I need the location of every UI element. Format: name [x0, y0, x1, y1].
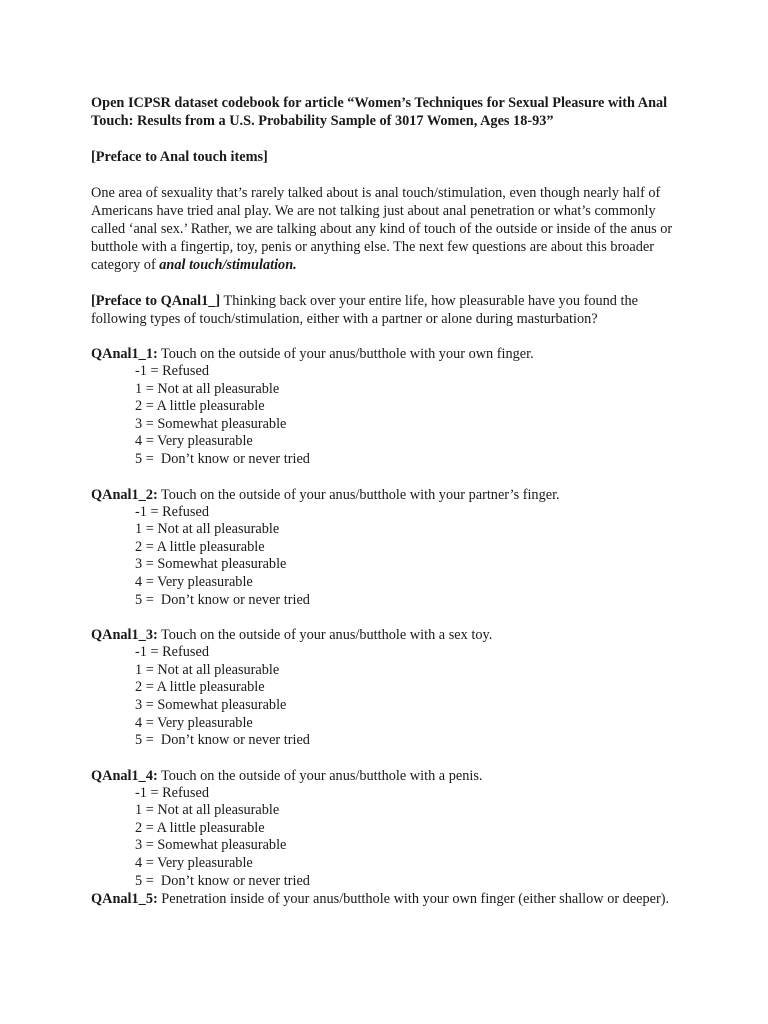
question-text: Penetration inside of your anus/butthole with your own finger (either shallow or deeper).	[157, 891, 670, 908]
response-option: 3 = Somewhat pleasurable	[135, 696, 287, 713]
question-qanal1-2	[91, 486, 686, 610]
question-label: QAnal1_5:	[91, 891, 158, 908]
question-text: Touch on the outside of your anus/butthole with your own finger.	[157, 346, 534, 362]
response-options	[91, 504, 686, 610]
response-option: -1 = Refused	[135, 784, 209, 801]
response-option: 2 = A little pleasurable	[135, 819, 265, 836]
question-text: Touch on the outside of your anus/butthole with a sex toy.	[157, 627, 493, 644]
question-stem	[91, 626, 686, 644]
response-option: 4 = Very pleasurable	[135, 433, 253, 450]
response-option: -1 = Refused	[135, 503, 209, 520]
response-options	[91, 785, 686, 891]
response-option: 2 = A little pleasurable	[135, 538, 265, 555]
response-option: 5 = Don’t know or never tried	[135, 732, 310, 749]
response-option: 1 = Not at all pleasurable	[135, 521, 280, 538]
preface-heading: [Preface to Anal touch items]	[91, 149, 268, 165]
response-option: 1 = Not at all pleasurable	[135, 380, 280, 397]
response-option: 5 = Don’t know or never tried	[135, 591, 310, 608]
response-option: -1 = Refused	[135, 644, 209, 661]
question-label: QAnal1_4:	[91, 767, 158, 784]
question-qanal1-5	[91, 890, 686, 908]
intro-paragraph	[91, 184, 686, 274]
preface-qanal1-paragraph	[91, 292, 686, 328]
response-option: 5 = Don’t know or never tried	[135, 872, 310, 889]
preface-qanal1-label: [Preface to QAnal1_]	[91, 293, 221, 309]
response-option: 1 = Not at all pleasurable	[135, 802, 280, 819]
question-qanal1-3	[91, 626, 686, 750]
response-option: 2 = A little pleasurable	[135, 398, 265, 415]
question-label: QAnal1_1:	[91, 346, 158, 362]
response-option: 2 = A little pleasurable	[135, 679, 265, 696]
question-stem	[91, 486, 686, 504]
response-option: 3 = Somewhat pleasurable	[135, 837, 287, 854]
response-option: -1 = Refused	[135, 363, 209, 379]
question-stem	[91, 345, 686, 363]
question-label: QAnal1_3:	[91, 627, 158, 644]
response-option: 1 = Not at all pleasurable	[135, 661, 280, 678]
response-option: 4 = Very pleasurable	[135, 573, 253, 590]
response-option: 3 = Somewhat pleasurable	[135, 415, 287, 432]
response-options	[91, 644, 686, 750]
question-label: QAnal1_2:	[91, 486, 158, 503]
intro-text: One area of sexuality that’s rarely talked about is anal touch/stimulation, even though nearly half of Americans have tried anal play. We are not talking just about anal penetration or what’s commonly called ‘anal sex.’ Rather, we are talking about any kind of touch of the outside or inside of the anus or butthole with a fingertip, toy, penis or anything else. The next few questions are about this broader category of	[91, 185, 673, 273]
preface-qanal1-text: Thinking back over your entire life, how pleasurable have you found the following types of touch/stimulation, either with a partner or alone during masturbation?	[91, 293, 638, 327]
intro-emphasis: anal touch/stimulation.	[159, 257, 297, 273]
document-title: Open ICPSR dataset codebook for article “Women’s Techniques for Sexual Pleasure with Anal Touch: Results from a U.S. Probability Sample of 3017 Women, Ages 18-93”	[91, 95, 668, 129]
question-stem	[91, 767, 686, 785]
response-option: 4 = Very pleasurable	[135, 714, 253, 731]
question-stem	[91, 890, 686, 908]
response-option: 3 = Somewhat pleasurable	[135, 556, 287, 573]
question-text: Touch on the outside of your anus/butthole with your partner’s finger.	[157, 486, 560, 503]
response-option: 5 = Don’t know or never tried	[135, 450, 310, 467]
question-qanal1-1	[91, 345, 686, 469]
response-option: 4 = Very pleasurable	[135, 855, 253, 872]
question-text: Touch on the outside of your anus/butthole with a penis.	[157, 767, 483, 784]
question-qanal1-4	[91, 767, 686, 891]
response-options	[91, 363, 686, 469]
